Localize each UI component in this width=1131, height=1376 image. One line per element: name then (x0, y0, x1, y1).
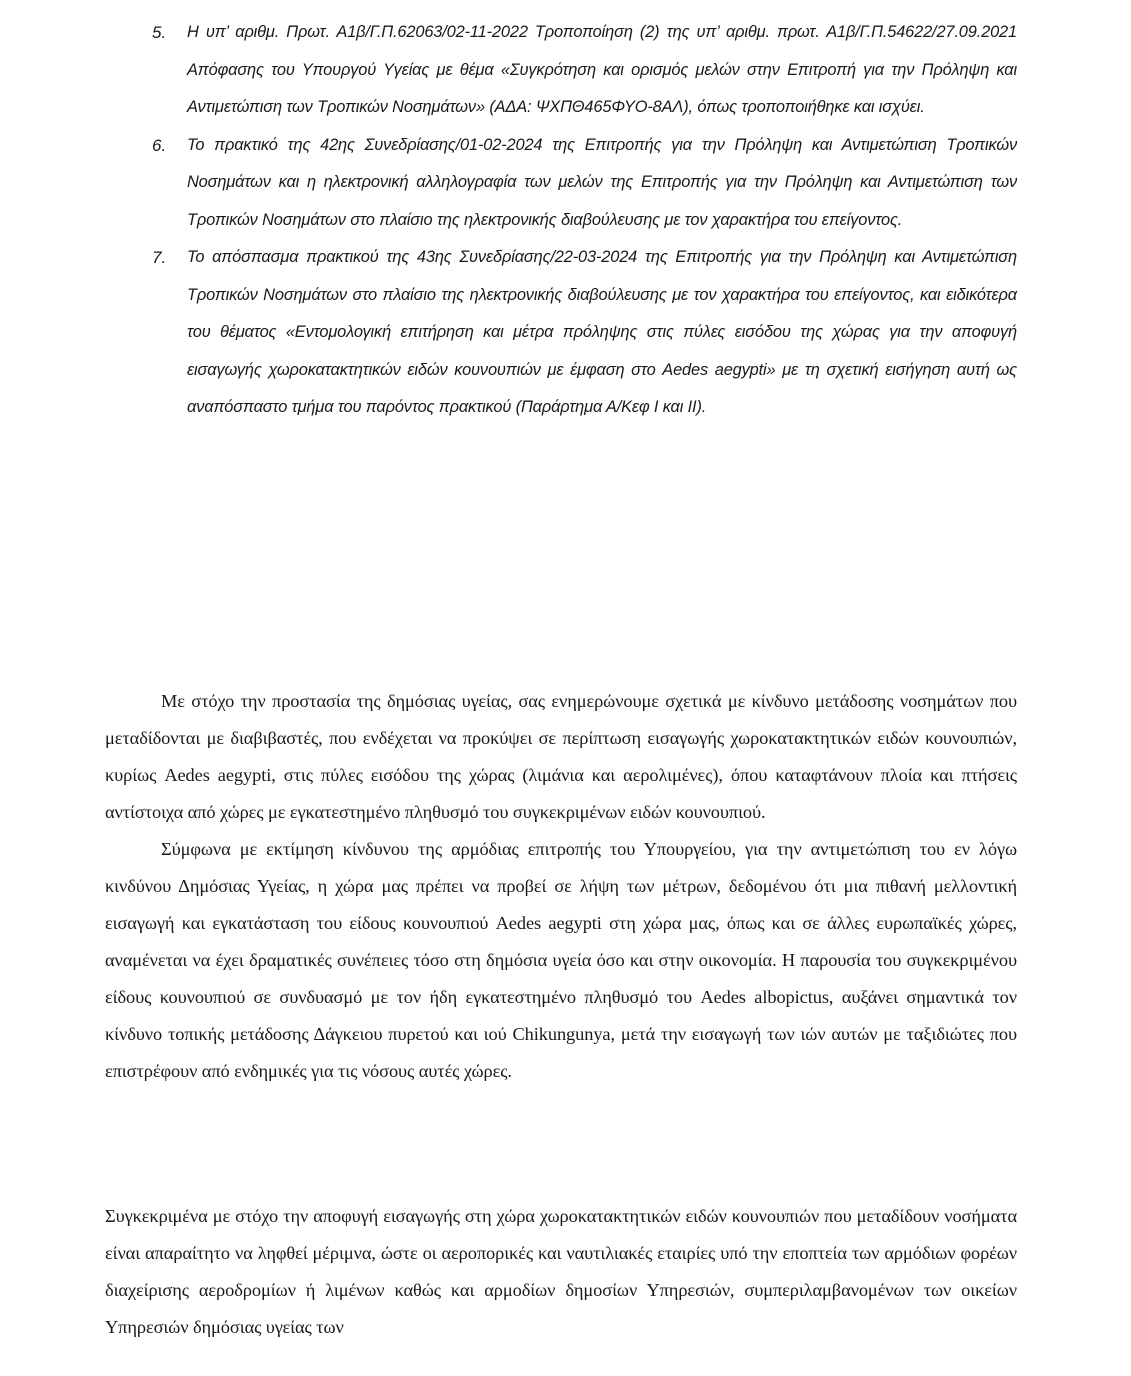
paragraph-risk-assessment: Σύμφωνα με εκτίμηση κίνδυνου της αρμόδιας επιτροπής του Υπουργείου, για την αντιμετώπιση του εν λόγω κινδύνου Δημόσιας Υγείας, η χώρα μας πρέπει να προβεί σε λήψη των μέτρων, δεδομένου ότι μια πιθανή μελλοντική εισαγωγή και εγκατάσταση του είδους κουνουπιού Aedes aegypti στη χώρα μας, όπως και σε άλλες ευρωπαϊκές χώρες, αναμένεται να έχει δραματικές συνέπειες τόσο στη δημόσια υγεία όσο και στην οικονομία. Η παρουσία του συγκεκριμένου είδους κουνουπιού σε συνδυασμό με τον ήδη εγκατεστημένο πληθυσμό του Aedes albopictus, αυξάνει σημαντικά τον κίνδυνο τοπικής μετάδοσης Δάγκειου πυρετού και ιού Chikungunya, μετά την εισαγωγή των ιών αυτών με ταξιδιώτες που επιστρέφουν από ενδημικές για τις νόσους αυτές χώρες. (105, 839, 1017, 1081)
list-item-7 (0, 239, 1131, 427)
list-item-6 (0, 127, 1131, 240)
references-list (0, 14, 1131, 427)
list-item-number: 5. (152, 23, 167, 42)
body-paragraphs-main (105, 683, 1017, 1090)
list-item-text: Η υπ’ αριθμ. Πρωτ. Α1β/Γ.Π.62063/02-11-2022 Τροποποίηση (2) της υπ’ αριθμ. πρωτ. Α1β/Γ.Π.54622/27.09.2021 Απόφασης του Υπουργού Υγείας με θέμα «Συγκρότηση και ορισμός μελών στην Επιτροπή για την Πρόληψη και Αντιμετώπιση των Τροπικών Νοσημάτων» (ΑΔΑ: ΨΧΠΘ465ΦΥΟ-8ΑΛ), όπως τροποποιήθηκε και ισχύει. (187, 23, 1017, 116)
paragraph-measures: Συγκεκριμένα με στόχο την αποφυγή εισαγωγής στη χώρα χωροκατακτητικών ειδών κουνουπιών που μεταδίδουν νοσήματα είναι απαραίτητο να ληφθεί μέριμνα, ώστε οι αεροπορικές και ναυτιλιακές εταιρίες υπό την εποπτεία των αρμόδιων φορέων διαχείρισης αεροδρομίων ή λιμένων καθώς και αρμοδίων δημοσίων Υπηρεσιών, συμπεριλαμβανομένων των οικείων Υπηρεσιών δημόσιας υγείας των (105, 1206, 1017, 1337)
body-paragraph-measures (105, 1198, 1017, 1346)
list-item-5 (0, 14, 1131, 127)
paragraph-risk-intro: Με στόχο την προστασία της δημόσιας υγείας, σας ενημερώνουμε σχετικά με κίνδυνο μετάδοσης νοσημάτων που μεταδίδονται με διαβιβαστές, που ενδέχεται να προκύψει σε περίπτωση εισαγωγής χωροκατακτητικών ειδών κουνουπιών, κυρίως Aedes aegypti, στις πύλες εισόδου της χώρας (λιμάνια και αερολιμένες), όπου καταφτάνουν πλοία και πτήσεις αντίστοιχα από χώρες με εγκατεστημένο πληθυσμό του συγκεκριμένων ειδών κουνουπιού. (105, 691, 1017, 822)
list-item-number: 6. (152, 135, 167, 155)
list-item-text: Το πρακτικό της 42ης Συνεδρίασης/01-02-2024 της Επιτροπής για την Πρόληψη και Αντιμετώπιση Τροπικών Νοσημάτων και η ηλεκτρονική αλληλογραφία των μελών της Επιτροπής για την Πρόληψη και Αντιμετώπιση των Τροπικών Νοσημάτων στο πλαίσιο της ηλεκτρονικής διαβούλευσης με τον χαρακτήρα του επείγοντος. (187, 135, 1017, 229)
list-item-text: Το απόσπασμα πρακτικού της 43ης Συνεδρίασης/22-03-2024 της Επιτροπής για την Πρόληψη και Αντιμετώπιση Τροπικών Νοσημάτων στο πλαίσιο της ηλεκτρονικής διαβούλευσης με τον χαρακτήρα του επείγοντος, και ειδικότερα του θέματος «Εντομολογική επιτήρηση και μέτρα πρόληψης στις πύλες εισόδου της χώρας για την αποφυγή εισαγωγής χωροκατακτητικών ειδών κουνουπιών με έμφαση στο Aedes aegypti» με τη σχετική εισήγηση αυτή ως αναπόσπαστο τμήμα του παρόντος πρακτικού (Παράρτημα Α/Κεφ Ι και ΙΙ). (187, 248, 1017, 416)
list-item-number: 7. (152, 248, 167, 267)
